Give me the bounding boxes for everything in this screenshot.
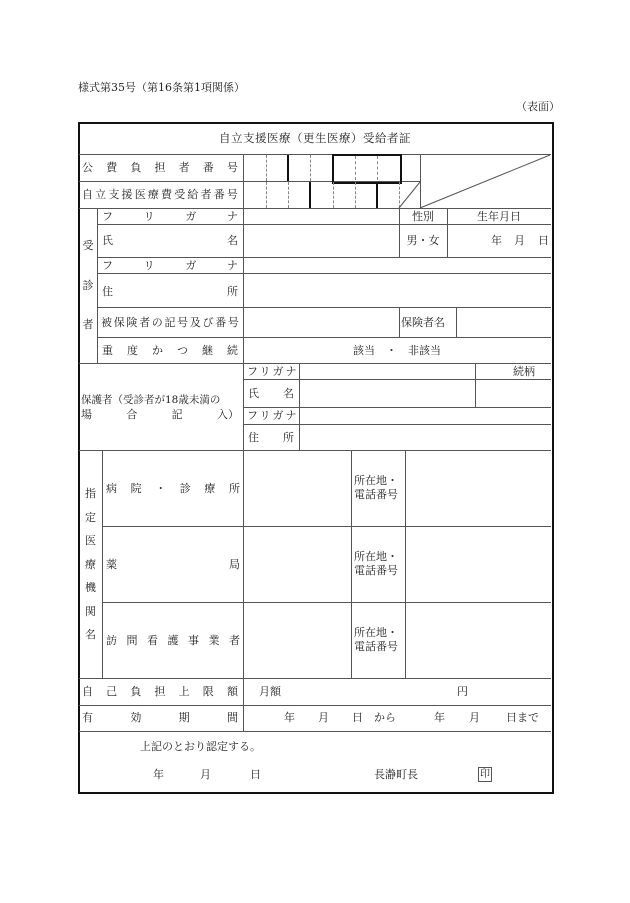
from-year-unit: 年 — [284, 711, 295, 724]
issue-day-unit: 日 — [250, 768, 261, 781]
guardian-furigana-label: フリガナ — [247, 365, 299, 378]
patient-furigana-label: フ リ ガ ナ — [102, 210, 238, 223]
side-label: （表面） — [516, 100, 560, 113]
insurer-name-label: 保険者名 — [401, 316, 445, 329]
hospital-clinic-label: 病 院 ・ 診 療 所 — [106, 482, 240, 495]
guardian-label-line1: 保護者（受診者が18歳未満の — [81, 394, 221, 406]
to-day-unit: 日まで — [506, 711, 539, 724]
patient-furigana2-label: フ リ ガ ナ — [102, 259, 238, 272]
severe-options[interactable]: 該当 ・ 非該当 — [353, 344, 441, 357]
validity-period-label: 有 効 期 間 — [82, 711, 238, 724]
to-month-unit: 月 — [469, 711, 480, 724]
copay-limit-label: 自 己 負 担 上 限 額 — [82, 685, 238, 698]
pharmacy-location-label: 所在地・ — [354, 550, 398, 563]
guardian-name-label: 氏 名 — [248, 387, 294, 400]
issue-year-unit: 年 — [153, 768, 164, 781]
monthly-label: 月額 — [259, 685, 281, 698]
payer-number-label: 公 費 負 担 者 番 号 — [82, 161, 238, 174]
home-nursing-label: 訪 問 看 護 事 業 者 — [106, 634, 240, 647]
issue-month-unit: 月 — [200, 768, 211, 781]
pharmacy-phone-label: 電話番号 — [354, 564, 398, 577]
to-year-unit: 年 — [434, 711, 445, 724]
col-divider — [351, 450, 352, 678]
sex-header: 性別 — [412, 210, 434, 223]
from-label: から — [374, 711, 396, 724]
severe-continuous-label: 重 度 か つ 継 続 — [102, 344, 238, 357]
certification-statement: 上記のとおり認定する。 — [140, 740, 261, 753]
from-month-unit: 月 — [318, 711, 329, 724]
insured-number-label: 被 保 険 者 の 記 号 及 び 番 号 — [101, 316, 239, 329]
patient-section-label: 受 診 者 — [82, 239, 94, 331]
birth-year-unit: 年 — [491, 234, 502, 247]
col-divider — [405, 450, 406, 678]
birth-day-unit: 日 — [538, 234, 549, 247]
issuer-name: 長瀞町長 — [374, 768, 418, 781]
hospital-location-label: 所在地・ — [354, 474, 398, 487]
guardian-label-line2: 場 合 記 入） — [81, 408, 239, 421]
hospital-phone-label: 電話番号 — [354, 488, 398, 501]
relationship-label: 続柄 — [513, 365, 535, 378]
col-divider — [456, 307, 457, 337]
col-divider — [299, 363, 300, 450]
pharmacy-label: 薬 局 — [106, 558, 240, 571]
patient-name-label: 氏 名 — [102, 234, 238, 247]
form-number: 様式第35号（第16条第1項関係） — [78, 81, 245, 94]
nursing-phone-label: 電話番号 — [354, 640, 398, 653]
nursing-location-label: 所在地・ — [354, 626, 398, 639]
yen-unit: 円 — [457, 685, 468, 698]
document-title: 自立支援医療（更生医療）受給者証 — [219, 131, 411, 145]
designated-institution-label: 指 定 医 療 機 関 名 — [85, 487, 96, 641]
seal-mark-icon: 印 — [480, 769, 490, 780]
birth-month-unit: 月 — [514, 234, 525, 247]
from-day-unit: 日 — [352, 711, 363, 724]
patient-address-label: 住 所 — [102, 285, 238, 298]
col-divider — [399, 307, 400, 337]
guardian-furigana2-label: フリガナ — [247, 409, 299, 422]
sex-options[interactable]: 男・女 — [406, 234, 440, 247]
guardian-address-label: 住 所 — [248, 431, 294, 444]
birthdate-header: 生年月日 — [477, 210, 521, 223]
recipient-number-label: 自 立 支 援 医 療 費 受 給 者 番 号 — [82, 188, 238, 201]
